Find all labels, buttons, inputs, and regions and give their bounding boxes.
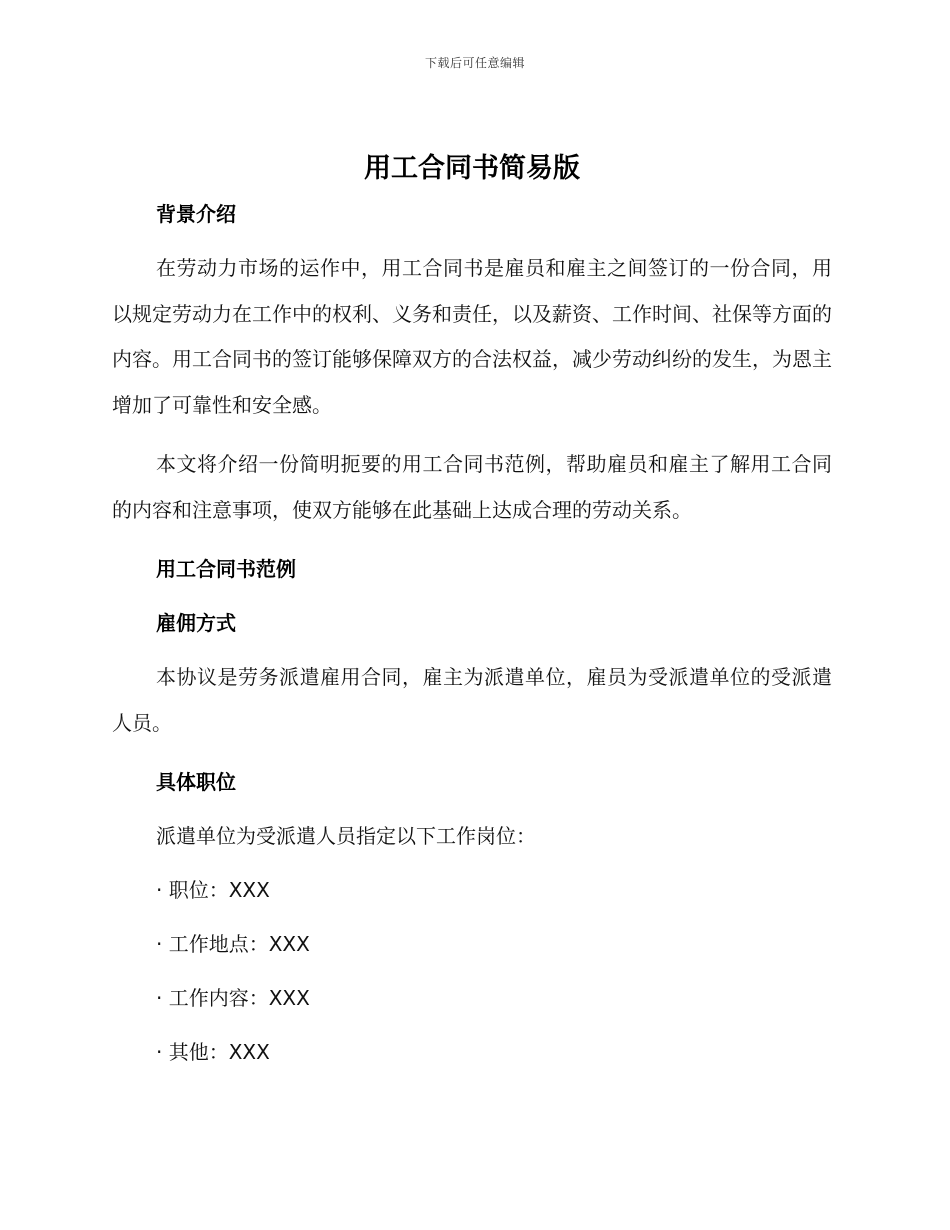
position-item-location: · 工作地点：XXX [156,932,310,956]
paragraph-background-1: 在劳动力市场的运作中，用工合同书是雇员和雇主之间签订的一份合同，用以规定劳动力在工作中的权利、义务和责任，以及薪资、工作时间、社保等方面的内容。用工合同书的签订能够保障双方的合法权益，减少劳动纠纷的发生，为恩主增加了可靠性和安全感。 [112,256,832,417]
heading-contract-example: 用工合同书范例 [156,557,296,581]
position-item-other: · 其他：XXX [156,1040,270,1064]
heading-specific-position: 具体职位 [156,770,236,794]
heading-background: 背景介绍 [156,202,236,226]
paragraph-employment-method: 本协议是劳务派遣雇用合同，雇主为派遣单位，雇员为受派遣单位的受派遣人员。 [112,665,832,735]
position-item-content: · 工作内容：XXX [156,986,310,1010]
document-body [112,148,832,1070]
position-item-title: · 职位：XXX [156,878,270,902]
document-title: 用工合同书简易版 [364,153,580,184]
paragraph-position-intro: 派遣单位为受派遣人员指定以下工作岗位： [156,824,536,848]
paragraph-background-2: 本文将介绍一份简明扼要的用工合同书范例，帮助雇员和雇主了解用工合同的内容和注意事项，使双方能够在此基础上达成合理的劳动关系。 [112,452,832,522]
heading-employment-method: 雇佣方式 [156,611,236,635]
header-note: 下载后可任意编辑 [424,56,525,70]
